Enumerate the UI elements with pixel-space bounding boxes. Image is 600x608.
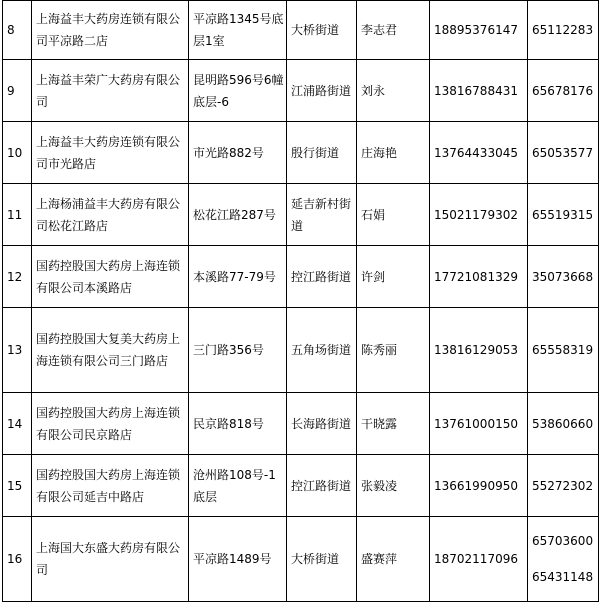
table-row [3,184,599,246]
telephone: 65112283 [528,1,599,60]
street: 长海路街道 [287,393,357,455]
street: 控江路街道 [287,455,357,517]
contact-person: 庄海艳 [357,122,430,184]
pharmacy-name: 国药控股国大药房上海连锁有限公司延吉中路店 [32,455,189,517]
telephone-gap [532,552,598,566]
row-number: 10 [3,122,32,184]
telephone-secondary: 65431148 [532,570,594,584]
row-number: 8 [3,1,32,60]
row-number: 11 [3,184,32,246]
contact-person: 刘永 [357,60,430,122]
pharmacy-name: 国药控股国大药房上海连锁有限公司本溪路店 [32,246,189,308]
mobile-phone: 17721081329 [430,246,528,308]
mobile-phone: 13761000150 [430,393,528,455]
street: 殷行街道 [287,122,357,184]
pharmacy-name: 国药控股国大复美大药房上海连锁有限公司三门路店 [32,308,189,393]
mobile-phone: 15021179302 [430,184,528,246]
street: 大桥街道 [287,1,357,60]
table-row [3,122,599,184]
address: 平凉路1345号底层1室 [189,1,287,60]
row-number: 14 [3,393,32,455]
row-number: 13 [3,308,32,393]
telephone: 35073668 [528,246,599,308]
street: 控江路街道 [287,246,357,308]
address: 市光路882号 [189,122,287,184]
address: 民京路818号 [189,393,287,455]
telephone: 65558319 [528,308,599,393]
row-number: 15 [3,455,32,517]
telephone: 65703600 [532,534,594,548]
mobile-phone: 13661990950 [430,455,528,517]
table-row [3,517,599,602]
table-row [3,308,599,393]
telephone-cell [528,517,599,602]
street: 大桥街道 [287,517,357,602]
pharmacy-name: 上海益丰荣广大药房有限公司 [32,60,189,122]
contact-person: 干晓露 [357,393,430,455]
contact-person: 李志君 [357,1,430,60]
table-row [3,1,599,60]
mobile-phone: 13816788431 [430,60,528,122]
address: 沧州路108号-1底层 [189,455,287,517]
telephone: 65678176 [528,60,599,122]
street: 延吉新村街道 [287,184,357,246]
pharmacy-name: 上海益丰大药房连锁有限公司市光路店 [32,122,189,184]
pharmacy-table [2,0,599,602]
table-row [3,246,599,308]
telephone: 53860660 [528,393,599,455]
table-row [3,393,599,455]
contact-person: 石娟 [357,184,430,246]
contact-person: 张毅凌 [357,455,430,517]
contact-person: 盛赛萍 [357,517,430,602]
pharmacy-name: 上海益丰大药房连锁有限公司平凉路二店 [32,1,189,60]
address: 本溪路77-79号 [189,246,287,308]
mobile-phone: 18702117096 [430,517,528,602]
mobile-phone: 18895376147 [430,1,528,60]
pharmacy-name: 上海杨浦益丰大药房有限公司松花江路店 [32,184,189,246]
pharmacy-name: 上海国大东盛大药房有限公司 [32,517,189,602]
mobile-phone: 13764433045 [430,122,528,184]
row-number: 9 [3,60,32,122]
street: 五角场街道 [287,308,357,393]
pharmacy-name: 国药控股国大药房上海连锁有限公司民京路店 [32,393,189,455]
table-body [3,1,599,602]
telephone: 55272302 [528,455,599,517]
table-row [3,455,599,517]
table-row [3,60,599,122]
telephone: 65053577 [528,122,599,184]
mobile-phone: 13816129053 [430,308,528,393]
contact-person: 陈秀丽 [357,308,430,393]
contact-person: 许剑 [357,246,430,308]
address: 松花江路287号 [189,184,287,246]
street: 江浦路街道 [287,60,357,122]
row-number: 12 [3,246,32,308]
address: 昆明路596号6幢底层-6 [189,60,287,122]
row-number: 16 [3,517,32,602]
telephone: 65519315 [528,184,599,246]
address: 平凉路1489号 [189,517,287,602]
address: 三门路356号 [189,308,287,393]
